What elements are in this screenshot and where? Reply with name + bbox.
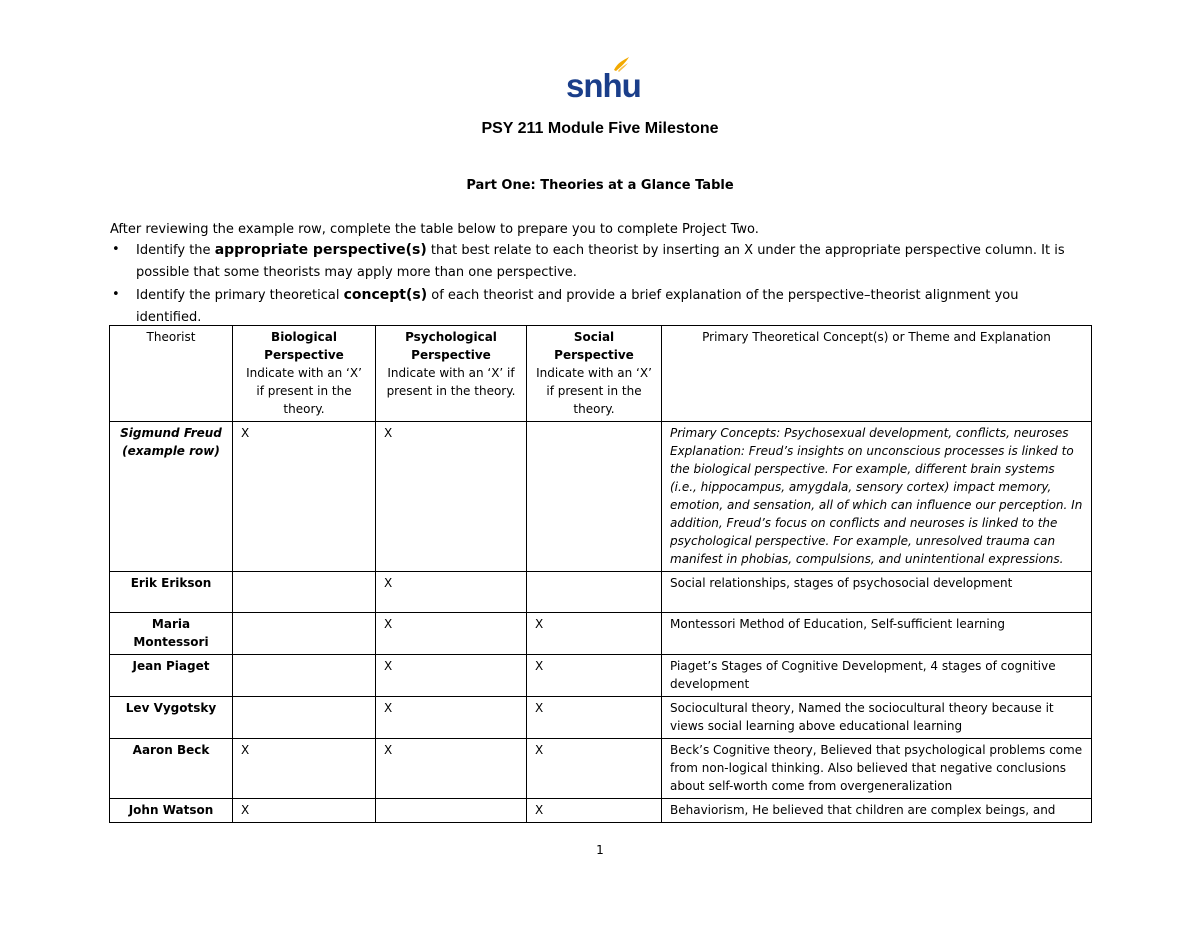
- document-title: PSY 211 Module Five Milestone: [481, 120, 719, 137]
- header-concept: Primary Theoretical Concept(s) or Theme and Explanation: [662, 326, 1092, 422]
- theorist-cell: Maria Montessori: [110, 613, 233, 655]
- social-cell[interactable]: [527, 572, 662, 613]
- instruction-text-post: that best relate to each theorist by inserting an X under the appropriate perspective column. It is possible that some theorists may apply more than one perspective.: [136, 243, 1065, 280]
- table-row: [110, 739, 1092, 799]
- theorist-cell: Sigmund Freud (example row): [110, 422, 233, 572]
- table-header-row: [110, 326, 1092, 422]
- psychological-cell[interactable]: X: [376, 739, 527, 799]
- theorist-cell: Jean Piaget: [110, 655, 233, 697]
- biological-cell[interactable]: [233, 697, 376, 739]
- page-number: 1: [596, 843, 604, 857]
- social-cell[interactable]: X: [527, 613, 662, 655]
- biological-cell[interactable]: [233, 572, 376, 613]
- table-row: [110, 799, 1092, 823]
- biological-cell[interactable]: [233, 655, 376, 697]
- intro-text: After reviewing the example row, complete the table below to prepare you to complete Project Two.: [110, 222, 759, 237]
- header-psychological: Psychological Perspective Indicate with an ‘X’ if present in the theory.: [376, 326, 527, 422]
- section-subtitle: Part One: Theories at a Glance Table: [466, 178, 734, 193]
- social-cell[interactable]: X: [527, 655, 662, 697]
- theories-table: [109, 325, 1092, 823]
- bullet-icon: •: [112, 287, 120, 302]
- psychological-cell[interactable]: X: [376, 697, 527, 739]
- social-cell[interactable]: X: [527, 739, 662, 799]
- concept-cell[interactable]: Behaviorism, He believed that children are complex beings, and: [662, 799, 1092, 823]
- logo-text: snhu: [566, 67, 641, 104]
- table-row: [110, 422, 1092, 572]
- social-cell[interactable]: X: [527, 697, 662, 739]
- instruction-text-pre: Identify the primary theoretical: [136, 288, 344, 303]
- header-social: Social Perspective Indicate with an ‘X’ if present in the theory.: [527, 326, 662, 422]
- header-theorist: Theorist: [110, 326, 233, 422]
- biological-cell[interactable]: X: [233, 799, 376, 823]
- biological-cell[interactable]: X: [233, 422, 376, 572]
- theorist-cell: Lev Vygotsky: [110, 697, 233, 739]
- social-cell[interactable]: [527, 422, 662, 572]
- instruction-text-post: of each theorist and provide a brief explanation of the perspective–theorist alignment you identified.: [136, 288, 1019, 325]
- bullet-icon: •: [112, 242, 120, 257]
- instruction-list: [110, 239, 1070, 329]
- header-biological: Biological Perspective Indicate with an ‘X’ if present in the theory.: [233, 326, 376, 422]
- biological-cell[interactable]: X: [233, 739, 376, 799]
- concept-cell[interactable]: Montessori Method of Education, Self-sufficient learning: [662, 613, 1092, 655]
- instruction-text-pre: Identify the: [136, 243, 215, 258]
- instruction-text-bold: concept(s): [343, 287, 428, 303]
- theorist-cell: Aaron Beck: [110, 739, 233, 799]
- table-row: [110, 572, 1092, 613]
- theorist-cell: Erik Erikson: [110, 572, 233, 613]
- concept-cell[interactable]: Social relationships, stages of psychosocial development: [662, 572, 1092, 613]
- concept-cell[interactable]: Beck’s Cognitive theory, Believed that psychological problems come from non-logical thinking. Also believed that negative conclusions about self-worth come from overgeneralization: [662, 739, 1092, 799]
- biological-cell[interactable]: [233, 613, 376, 655]
- psychological-cell[interactable]: X: [376, 613, 527, 655]
- snhu-logo: [566, 56, 641, 104]
- table-row: [110, 613, 1092, 655]
- concept-cell[interactable]: Primary Concepts: Psychosexual development, conflicts, neuroses Explanation: Freud’s insights on unconscious processes is linked to the biological perspective. For example, different brain systems (i.e., hippocampus, amygdala, sensory cortex) impact memory, emotion, and sensation, all of which can influence our perception. In addition, Freud’s focus on conflicts and neuroses is linked to the psychological perspective. For example, unresolved trauma can manifest in phobias, compulsions, and unintentional expressions.: [662, 422, 1092, 572]
- psychological-cell[interactable]: X: [376, 572, 527, 613]
- psychological-cell[interactable]: [376, 799, 527, 823]
- instruction-item: [110, 239, 1070, 284]
- table-row: [110, 655, 1092, 697]
- social-cell[interactable]: X: [527, 799, 662, 823]
- concept-cell[interactable]: Sociocultural theory, Named the sociocultural theory because it views social learning above educational learning: [662, 697, 1092, 739]
- instruction-item: [110, 284, 1070, 329]
- theorist-cell: John Watson: [110, 799, 233, 823]
- psychological-cell[interactable]: X: [376, 422, 527, 572]
- psychological-cell[interactable]: X: [376, 655, 527, 697]
- table-row: [110, 697, 1092, 739]
- concept-cell[interactable]: Piaget’s Stages of Cognitive Development, 4 stages of cognitive development: [662, 655, 1092, 697]
- instruction-text-bold: appropriate perspective(s): [214, 242, 427, 258]
